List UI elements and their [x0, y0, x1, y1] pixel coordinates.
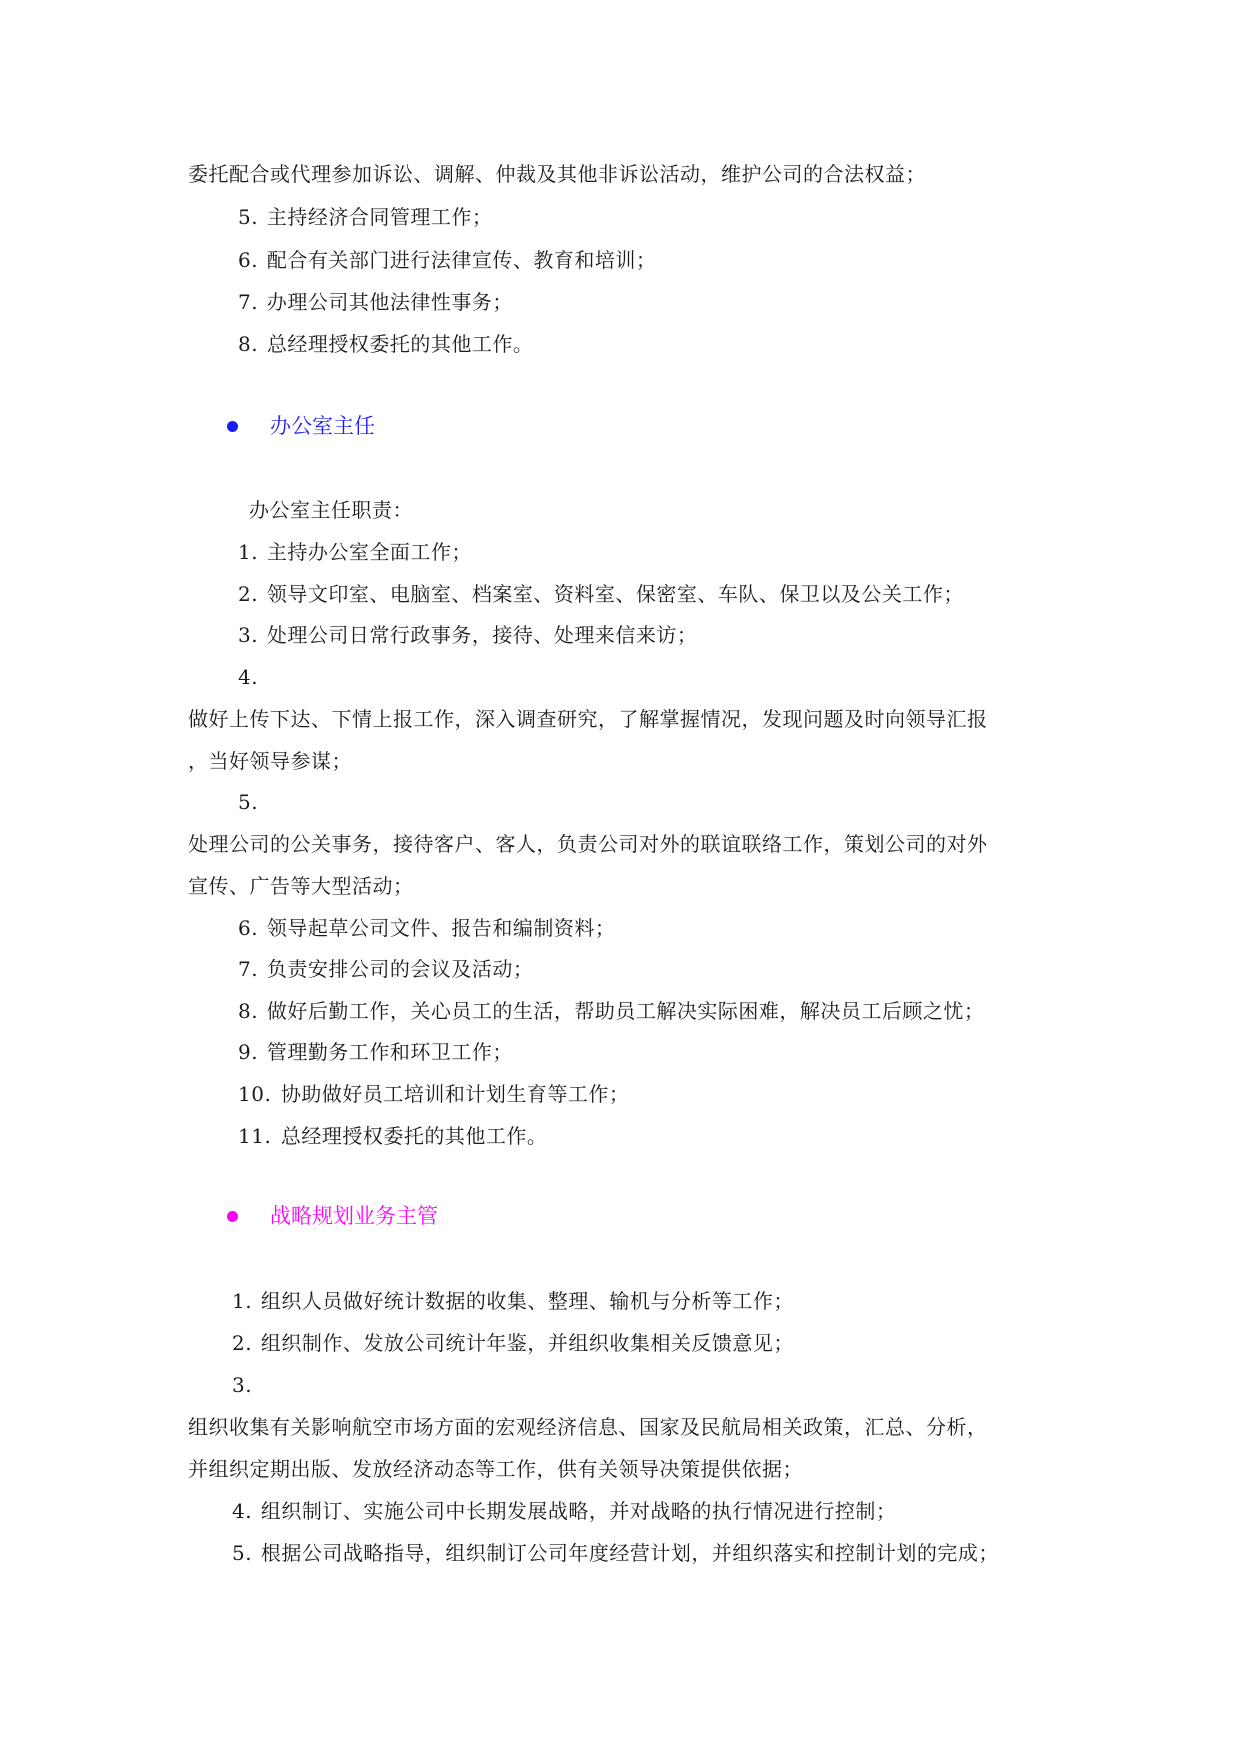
list-item-number: 10.	[238, 1082, 272, 1106]
list-item	[238, 1123, 547, 1149]
list-item-text: 配合有关部门进行法律宣传、教育和培训；	[266, 248, 657, 272]
list-item	[238, 247, 656, 273]
list-item	[238, 1039, 513, 1065]
section-intro: 办公室主任职责：	[249, 498, 413, 522]
list-item-text: 并组织定期出版、发放经济动态等工作，供有关领导决策提供依据；	[188, 1457, 803, 1481]
list-item	[232, 1498, 896, 1524]
list-item	[238, 622, 697, 648]
section-heading-strategy-manager	[227, 1203, 438, 1229]
list-item-text: 总经理授权委托的其他工作。	[266, 332, 534, 356]
bullet-dot-icon	[227, 1211, 238, 1222]
section-heading-office-director	[227, 413, 375, 439]
list-item-text: 管理勤务工作和环卫工作；	[266, 1040, 513, 1064]
list-item	[238, 956, 533, 982]
list-item	[232, 1288, 794, 1314]
list-item-number: 4.	[232, 1499, 253, 1523]
list-item-number: 9.	[238, 1040, 259, 1064]
list-item-text: 宣传、广告等大型活动；	[188, 874, 414, 898]
list-item-number: 2.	[238, 582, 259, 606]
list-item-text: 组织制订、实施公司中长期发展战略，并对战略的执行情况进行控制；	[260, 1499, 897, 1523]
list-item	[238, 204, 492, 230]
list-item	[232, 1330, 794, 1356]
list-item-text: 处理公司日常行政事务，接待、处理来信来访；	[266, 623, 698, 647]
list-item-number: 2.	[232, 1331, 253, 1355]
list-item-text: 根据公司战略指导，组织制订公司年度经营计划，并组织落实和控制计划的完成；	[260, 1541, 999, 1565]
list-item-text: 组织人员做好统计数据的收集、整理、输机与分析等工作；	[260, 1289, 794, 1313]
list-item-number: 6.	[238, 248, 259, 272]
list-item-number: 5.	[238, 790, 259, 814]
list-item-number: 1.	[232, 1289, 253, 1313]
list-item-text: 总经理授权委托的其他工作。	[280, 1124, 548, 1148]
list-item-text: 办理公司其他法律性事务；	[266, 290, 513, 314]
section-heading-text: 办公室主任	[270, 414, 375, 438]
continuation-paragraph: 委托配合或代理参加诉讼、调解、仲裁及其他非诉讼活动，维护公司的合法权益；	[188, 162, 926, 186]
list-item-text: 领导文印室、电脑室、档案室、资料室、保密室、车队、保卫以及公关工作；	[266, 582, 964, 606]
list-item-text: ，当好领导参谋；	[188, 749, 352, 773]
list-item	[238, 581, 964, 607]
list-item-number: 6.	[238, 916, 259, 940]
list-item	[238, 915, 615, 941]
list-item	[238, 289, 513, 315]
list-item-number: 5.	[232, 1541, 253, 1565]
list-item-text: 组织收集有关影响航空市场方面的宏观经济信息、国家及民航局相关政策，汇总、分析，	[188, 1415, 988, 1439]
list-item-text: 做好上传下达、下情上报工作，深入调查研究，了解掌握情况，发现问题及时向领导汇报	[188, 707, 988, 731]
list-item	[238, 998, 984, 1024]
list-item-text: 领导起草公司文件、报告和编制资料；	[266, 916, 616, 940]
list-item-number: 7.	[238, 290, 259, 314]
list-item-text: 主持办公室全面工作；	[266, 540, 472, 564]
bullet-dot-icon	[227, 421, 238, 432]
list-item	[238, 331, 533, 357]
list-item-number: 3.	[238, 623, 259, 647]
list-item-number: 11.	[238, 1124, 272, 1148]
list-item-number: 8.	[238, 332, 259, 356]
list-item-text: 负责安排公司的会议及活动；	[266, 957, 534, 981]
list-item-number: 7.	[238, 957, 259, 981]
list-item-number: 3.	[232, 1373, 253, 1397]
list-item-number: 4.	[238, 665, 259, 689]
list-item-text: 主持经济合同管理工作；	[266, 205, 493, 229]
list-item	[238, 539, 472, 565]
list-item-number: 5.	[238, 205, 259, 229]
list-item-text: 组织制作、发放公司统计年鉴，并组织收集相关反馈意见；	[260, 1331, 794, 1355]
list-item	[238, 1081, 629, 1107]
list-item-text: 做好后勤工作，关心员工的生活，帮助员工解决实际困难，解决员工后顾之忧；	[266, 999, 985, 1023]
list-item-text: 协助做好员工培训和计划生育等工作；	[280, 1082, 630, 1106]
section-heading-text: 战略规划业务主管	[270, 1204, 438, 1228]
list-item-text: 处理公司的公关事务，接待客户、客人，负责公司对外的联谊联络工作，策划公司的对外	[188, 832, 988, 856]
list-item-number: 8.	[238, 999, 259, 1023]
list-item-number: 1.	[238, 540, 259, 564]
list-item	[232, 1540, 999, 1566]
